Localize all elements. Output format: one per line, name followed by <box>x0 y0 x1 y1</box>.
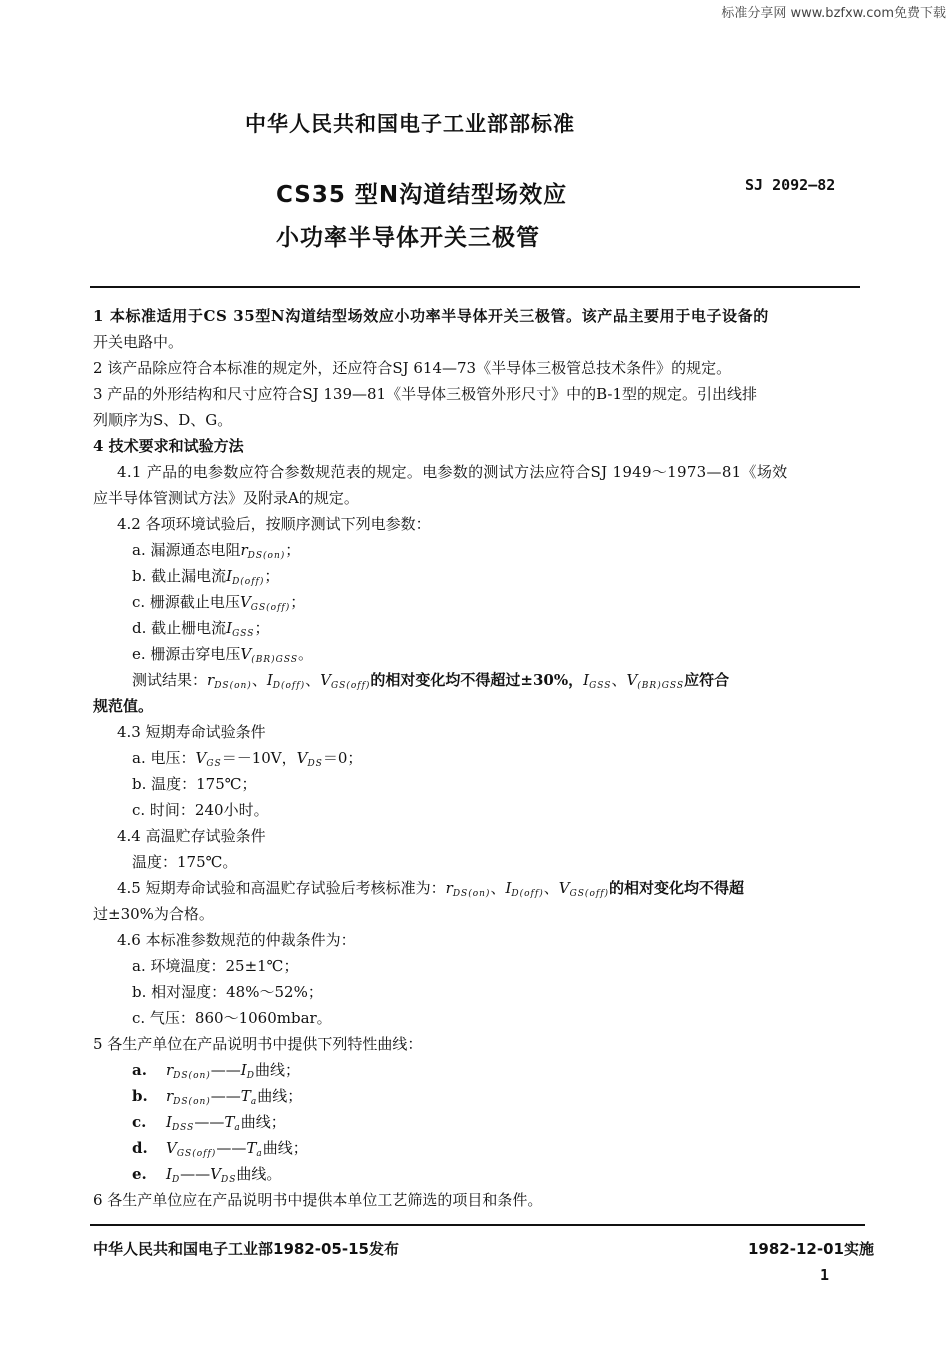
list-item-4-2-c: c. 栅源截止电压$V_{GS(off)}$； <box>132 593 306 613</box>
section-5-title: 5 各生产单位在产品说明书中提供下列特性曲线： <box>93 1035 423 1053</box>
section-3-line-2: 列顺序为S、D、G。 <box>93 411 233 429</box>
list-item-4-2-b: b. 截止漏电流$I_{D(off)}$； <box>132 567 280 587</box>
section-2: 2 该产品除应符合本标准的规定外，还应符合SJ 614—73《半导体三极管总技术条件》的规定。 <box>93 359 732 377</box>
section-4-5-line-1: 4.5 短期寿命试验和高温贮存试验后考核标准为：$r_{DS(on)}$、$I_{D(off)}$、$V_{GS(off)}$的相对变化均不得超 <box>117 879 745 899</box>
list-item-4-6-c: c. 气压：860～1060mbar。 <box>132 1009 332 1027</box>
issuing-agency: 中华人民共和国电子工业部部标准 <box>245 112 575 136</box>
section-6: 6 各生产单位应在产品说明书中提供本单位工艺筛选的项目和条件。 <box>93 1191 543 1209</box>
section-4-1-line-1: 4.1 产品的电参数应符合参数规范表的规定。电参数的测试方法应符合SJ 1949～1973—81《场效 <box>117 463 788 481</box>
issue-date: 中华人民共和国电子工业部1982-05-15发布 <box>93 1240 399 1258</box>
test-result-line-2: 规范值。 <box>93 697 154 715</box>
list-item-4-2-a: a. 漏源通态电阻$r_{DS(on)}$； <box>132 541 301 561</box>
section-1-line-2: 开关电路中。 <box>93 333 184 351</box>
section-4-4-temp: 温度：175℃。 <box>132 853 238 871</box>
bottom-rule <box>90 1224 865 1226</box>
curve-item-a: a. $r_{DS(on)}——I_D$曲线； <box>132 1061 300 1081</box>
title-line-1: CS35 型N沟道结型场效应 <box>276 182 568 208</box>
list-item-4-2-d: d. 截止栅电流$I_{GSS}$； <box>132 619 270 639</box>
section-4-3-title: 4.3 短期寿命试验条件 <box>117 723 266 741</box>
list-item-4-6-b: b. 相对湿度：48%～52%； <box>132 983 323 1001</box>
section-4-6-title: 4.6 本标准参数规范的仲裁条件为： <box>117 931 356 949</box>
section-1-line-1: 1 本标准适用于CS 35型N沟道结型场效应小功率半导体开关三极管。该产品主要用于电子设备的 <box>93 307 769 325</box>
page-number: 1 <box>820 1266 830 1284</box>
curve-item-c: c. $I_{DSS}——T_a$曲线； <box>132 1113 286 1133</box>
standard-number: SJ 2092—82 <box>745 176 836 194</box>
section-4-2-title: 4.2 各项环境试验后，按顺序测试下列电参数： <box>117 515 431 533</box>
top-rule <box>90 286 860 288</box>
section-4-4-title: 4.4 高温贮存试验条件 <box>117 827 266 845</box>
curve-item-d: d. $V_{GS(off)}——T_a$曲线； <box>132 1139 308 1159</box>
list-item-4-3-a: a. 电压：$V_{GS}=-10V$，$V_{DS}=0$； <box>132 749 363 769</box>
list-item-4-3-b: b. 温度：175℃； <box>132 775 257 793</box>
section-4-5-line-2: 过±30%为合格。 <box>93 905 214 923</box>
title-line-2: 小功率半导体开关三极管 <box>276 225 540 251</box>
section-4-1-line-2: 应半导体管测试方法》及附录A的规定。 <box>93 489 359 507</box>
watermark: 标准分享网 www.bzfxw.com免费下载 <box>721 6 946 21</box>
curve-item-b: b. $r_{DS(on)}——T_a$曲线； <box>132 1087 303 1107</box>
section-3-line-1: 3 产品的外形结构和尺寸应符合SJ 139—81《半导体三极管外形尺寸》中的B-1型的规定。引出线排 <box>93 385 758 403</box>
list-item-4-6-a: a. 环境温度：25±1℃； <box>132 957 299 975</box>
section-4-title: 4 技术要求和试验方法 <box>93 437 244 455</box>
effective-date: 1982-12-01实施 <box>748 1240 874 1258</box>
list-item-4-3-c: c. 时间：240小时。 <box>132 801 269 819</box>
test-result-line-1: 测试结果：$r_{DS(on)}$、$I_{D(off)}$、$V_{GS(off)}$的相对变化均不得超过±30%，$I_{GSS}$、$V_{(BR)GSS}$应符合 <box>132 671 730 691</box>
curve-item-e: e. $I_D——V_{DS}$曲线。 <box>132 1165 282 1185</box>
list-item-4-2-e: e. 栅源击穿电压$V_{(BR)GSS}$。 <box>132 645 314 665</box>
